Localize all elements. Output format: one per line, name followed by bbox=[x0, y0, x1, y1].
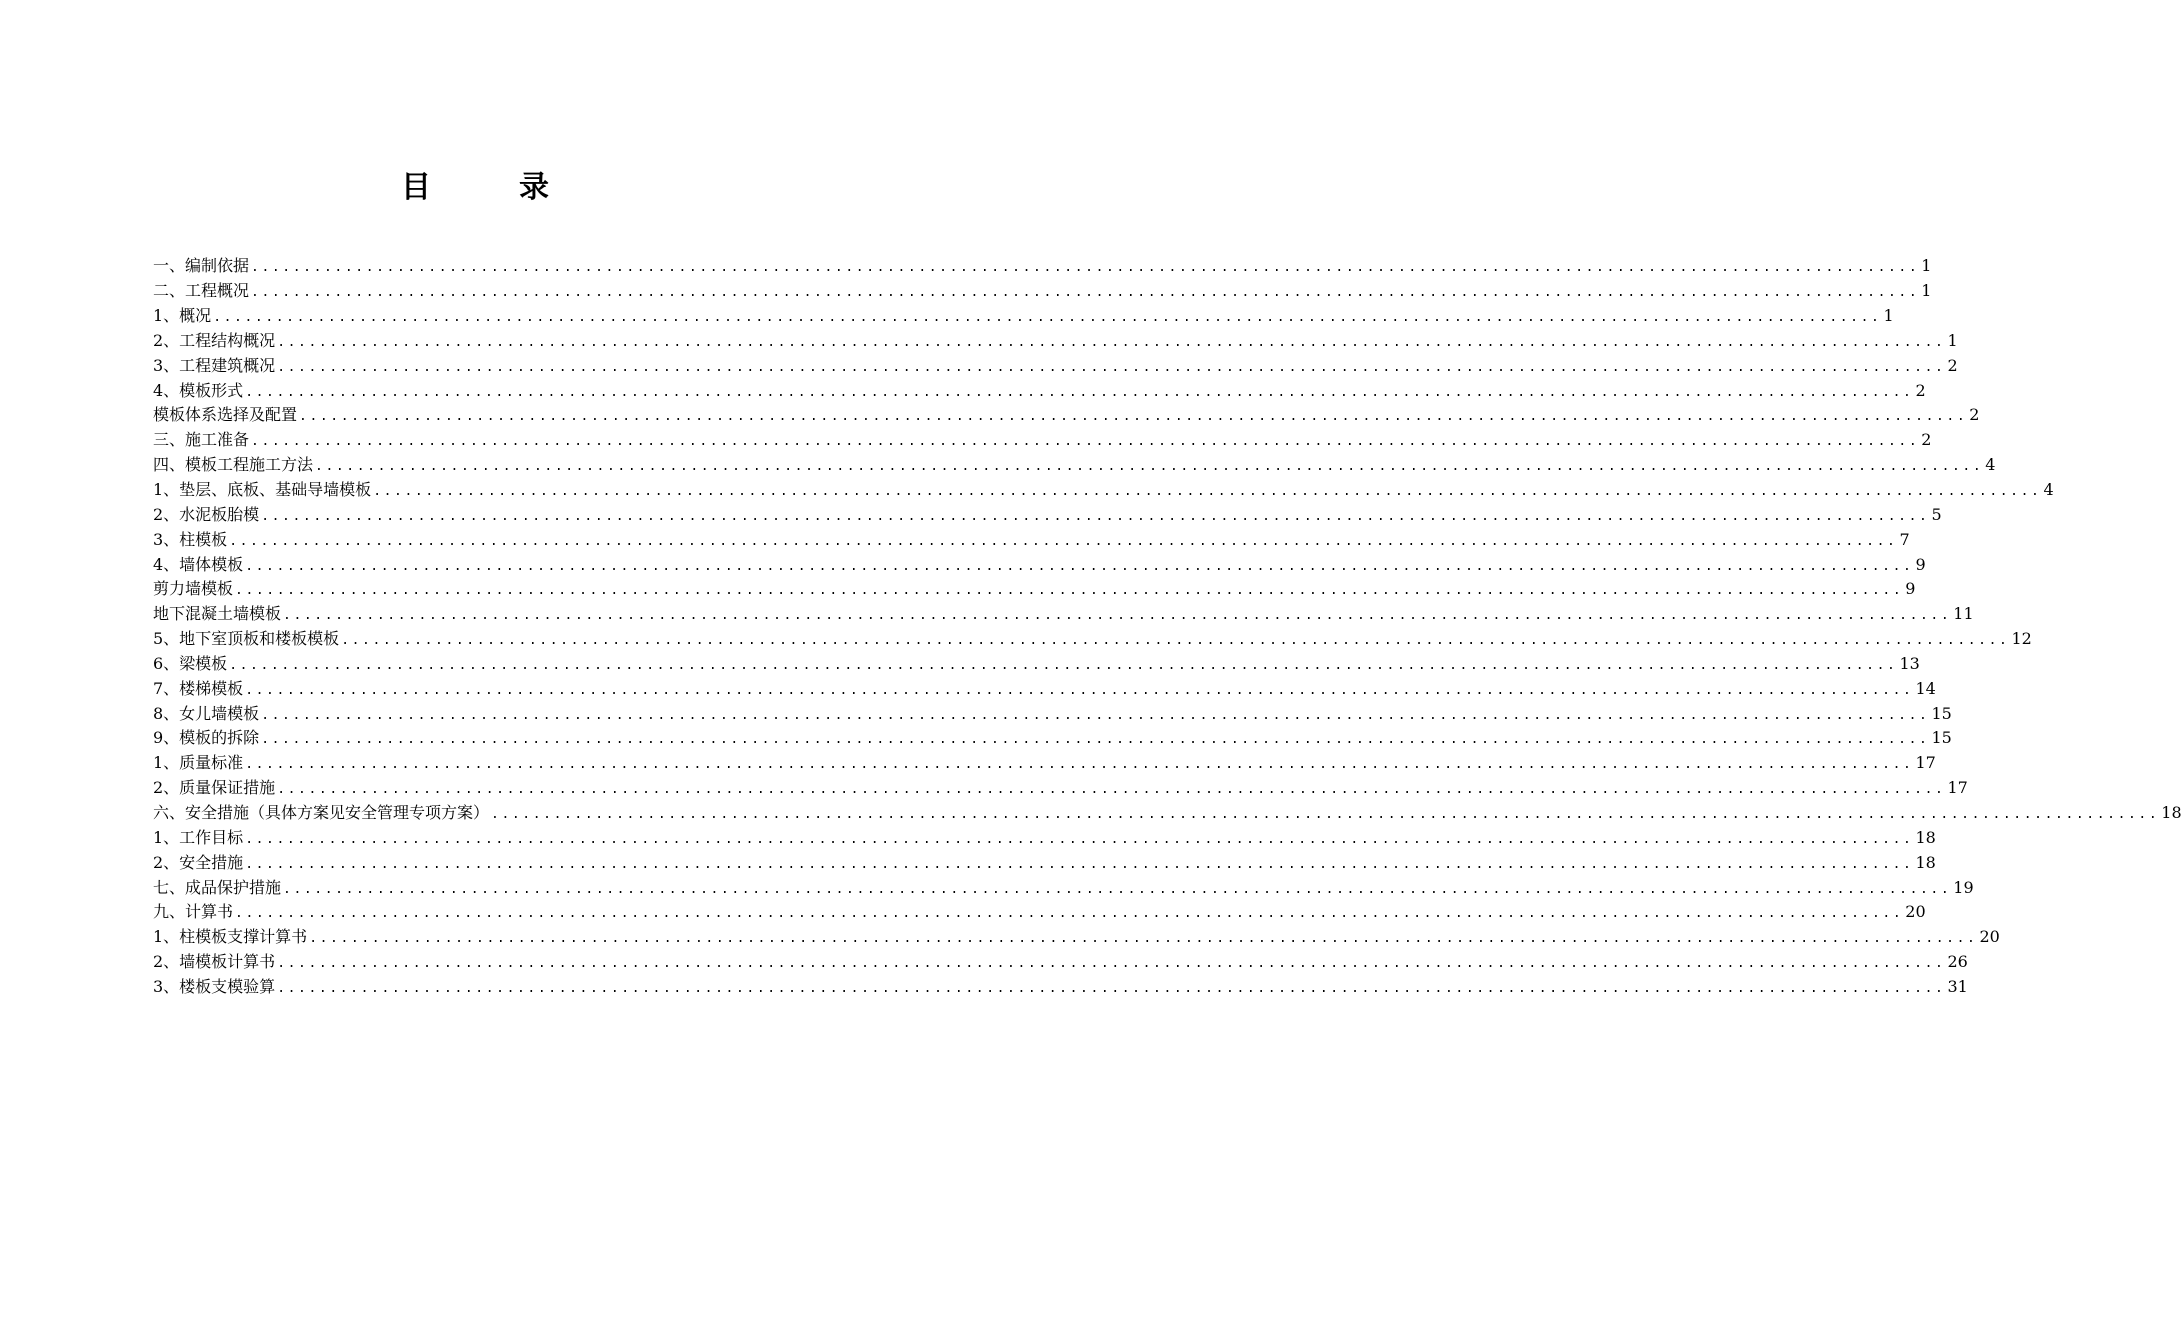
toc-dot-leader: ................................................................................................................................................................ bbox=[235, 583, 1904, 599]
toc-dot-leader: ................................................................................................................................................................ bbox=[229, 533, 1898, 549]
toc-dot-leader: ................................................................................................................................................................ bbox=[277, 782, 1946, 798]
toc-entry[interactable] bbox=[153, 974, 1968, 999]
toc-entry-page-number: 18 bbox=[2161, 802, 2182, 822]
toc-entry-page-number: 18 bbox=[1915, 827, 1936, 847]
toc-entry-page-number: 17 bbox=[1915, 753, 1936, 773]
toc-dot-leader: ................................................................................................................................................................ bbox=[277, 980, 1946, 996]
toc-entry-label: 剪力墙模板 bbox=[153, 579, 234, 599]
toc-entry-label: 2、质量保证措施 bbox=[153, 778, 276, 798]
toc-entry-page-number: 20 bbox=[1979, 927, 2000, 947]
toc-entry[interactable] bbox=[153, 552, 1926, 577]
toc-entry-page-number: 14 bbox=[1915, 678, 1936, 698]
toc-entry-page-number: 7 bbox=[1899, 529, 1910, 549]
toc-entry-page-number: 9 bbox=[1915, 554, 1926, 574]
toc-dot-leader: ................................................................................................................................................................ bbox=[245, 856, 1914, 872]
toc-entry-label: 8、女儿墙模板 bbox=[153, 703, 260, 723]
toc-dot-leader: ................................................................................................................................................................ bbox=[491, 806, 2160, 822]
toc-entry[interactable] bbox=[153, 403, 1980, 428]
toc-entry-label: 1、工作目标 bbox=[153, 827, 244, 847]
toc-entry-page-number: 2 bbox=[1921, 430, 1932, 450]
toc-entry-page-number: 17 bbox=[1947, 778, 1968, 798]
toc-entry[interactable] bbox=[153, 502, 1942, 527]
toc-dot-leader: ................................................................................................................................................................ bbox=[283, 608, 1952, 624]
toc-entry[interactable] bbox=[153, 453, 1996, 478]
toc-entry[interactable] bbox=[153, 726, 1952, 751]
toc-dot-leader: ................................................................................................................................................................ bbox=[245, 384, 1914, 400]
toc-entry-label: 3、工程建筑概况 bbox=[153, 355, 276, 375]
toc-entry-label: 一、编制依据 bbox=[153, 256, 250, 276]
toc-entry[interactable] bbox=[153, 676, 1936, 701]
toc-dot-leader: ................................................................................................................................................................ bbox=[245, 831, 1914, 847]
toc-dot-leader: ................................................................................................................................................................ bbox=[245, 558, 1914, 574]
toc-entry[interactable] bbox=[153, 801, 2182, 826]
toc-dot-leader: ................................................................................................................................................................ bbox=[283, 881, 1952, 897]
toc-entry-page-number: 2 bbox=[1915, 380, 1926, 400]
toc-entry-page-number: 4 bbox=[1985, 455, 1996, 475]
toc-entry[interactable] bbox=[153, 950, 1968, 975]
toc-entry[interactable] bbox=[153, 751, 1936, 776]
toc-entry-page-number: 5 bbox=[1931, 504, 1942, 524]
toc-entry[interactable] bbox=[153, 329, 1958, 354]
toc-entry-label: 1、概况 bbox=[153, 306, 212, 326]
toc-dot-leader: ................................................................................................................................................................ bbox=[213, 310, 1882, 326]
toc-entry-page-number: 18 bbox=[1915, 852, 1936, 872]
toc-entry-page-number: 1 bbox=[1883, 306, 1894, 326]
toc-entry-page-number: 15 bbox=[1931, 728, 1952, 748]
toc-entry-page-number: 9 bbox=[1905, 579, 1916, 599]
toc-dot-leader: ................................................................................................................................................................ bbox=[277, 359, 1946, 375]
toc-entry-label: 六、安全措施（具体方案见安全管理专项方案） bbox=[153, 802, 490, 822]
toc-entry-label: 2、水泥板胎模 bbox=[153, 504, 260, 524]
toc-title-char-1: 目 bbox=[401, 170, 431, 205]
toc-entry-label: 6、梁模板 bbox=[153, 653, 228, 673]
toc-entry-label: 4、墙体模板 bbox=[153, 554, 244, 574]
toc-entry-label: 1、柱模板支撑计算书 bbox=[153, 927, 308, 947]
toc-dot-leader: ................................................................................................................................................................ bbox=[245, 757, 1914, 773]
toc-entry[interactable] bbox=[153, 825, 1936, 850]
toc-entry-page-number: 1 bbox=[1947, 330, 1958, 350]
toc-entry-page-number: 20 bbox=[1905, 902, 1926, 922]
toc-entry-label: 二、工程概况 bbox=[153, 281, 250, 301]
toc-entry-label: 5、地下室顶板和楼板模板 bbox=[153, 629, 340, 649]
toc-entry[interactable] bbox=[153, 602, 1974, 627]
toc-entry-label: 九、计算书 bbox=[153, 902, 234, 922]
toc-entry[interactable] bbox=[153, 627, 2032, 652]
toc-entry[interactable] bbox=[153, 577, 1916, 602]
toc-dot-leader: ................................................................................................................................................................ bbox=[277, 334, 1946, 350]
toc-entry-page-number: 11 bbox=[1953, 604, 1974, 624]
toc-entry-label: 3、柱模板 bbox=[153, 529, 228, 549]
toc-entry-page-number: 26 bbox=[1947, 952, 1968, 972]
toc-dot-leader: ................................................................................................................................................................ bbox=[251, 434, 1920, 450]
toc-dot-leader: ................................................................................................................................................................ bbox=[315, 459, 1984, 475]
toc-entry-page-number: 13 bbox=[1899, 653, 1920, 673]
toc-dot-leader: ................................................................................................................................................................ bbox=[309, 931, 1978, 947]
toc-entry-label: 2、工程结构概况 bbox=[153, 330, 276, 350]
toc-entry[interactable] bbox=[153, 279, 1932, 304]
toc-dot-leader: ................................................................................................................................................................ bbox=[251, 260, 1920, 276]
toc-entry-label: 七、成品保护措施 bbox=[153, 877, 282, 897]
toc-title bbox=[0, 166, 950, 210]
toc-entry[interactable] bbox=[153, 875, 1974, 900]
toc-entry[interactable] bbox=[153, 428, 1932, 453]
toc-dot-leader: ................................................................................................................................................................ bbox=[277, 956, 1946, 972]
toc-title-char-2: 录 bbox=[519, 170, 549, 205]
toc-dot-leader: ................................................................................................................................................................ bbox=[261, 732, 1930, 748]
toc-entry-page-number: 2 bbox=[1969, 405, 1980, 425]
toc-entry-label: 四、模板工程施工方法 bbox=[153, 455, 314, 475]
toc-entry[interactable] bbox=[153, 353, 1958, 378]
toc-entry[interactable] bbox=[153, 925, 2000, 950]
toc-entry-page-number: 1 bbox=[1921, 281, 1932, 301]
toc-dot-leader: ................................................................................................................................................................ bbox=[229, 657, 1898, 673]
toc-entry-page-number: 4 bbox=[2043, 480, 2054, 500]
toc-entry-label: 2、安全措施 bbox=[153, 852, 244, 872]
toc-entry-label: 1、质量标准 bbox=[153, 753, 244, 773]
toc-entry-label: 1、垫层、底板、基础导墙模板 bbox=[153, 480, 372, 500]
toc-entry[interactable] bbox=[153, 304, 1894, 329]
toc-entry-label: 三、施工准备 bbox=[153, 430, 250, 450]
toc-entry[interactable] bbox=[153, 701, 1952, 726]
toc-dot-leader: ................................................................................................................................................................ bbox=[341, 633, 2010, 649]
toc-dot-leader: ................................................................................................................................................................ bbox=[235, 906, 1904, 922]
toc-dot-leader: ................................................................................................................................................................ bbox=[261, 707, 1930, 723]
toc-entry-page-number: 2 bbox=[1947, 355, 1958, 375]
toc-entry-label: 9、模板的拆除 bbox=[153, 728, 260, 748]
toc-entry[interactable] bbox=[153, 776, 1968, 801]
toc-dot-leader: ................................................................................................................................................................ bbox=[251, 285, 1920, 301]
toc-entry-label: 7、楼梯模板 bbox=[153, 678, 244, 698]
toc-entry-page-number: 12 bbox=[2011, 629, 2032, 649]
toc-entry-label: 3、楼板支模验算 bbox=[153, 976, 276, 996]
toc-entry-label: 2、墙模板计算书 bbox=[153, 952, 276, 972]
toc-list bbox=[153, 254, 2182, 999]
toc-entry[interactable] bbox=[153, 378, 1926, 403]
toc-dot-leader: ................................................................................................................................................................ bbox=[373, 484, 2042, 500]
toc-dot-leader: ................................................................................................................................................................ bbox=[245, 682, 1914, 698]
toc-entry[interactable] bbox=[153, 652, 1920, 677]
toc-entry[interactable] bbox=[153, 900, 1926, 925]
toc-entry[interactable] bbox=[153, 478, 2054, 503]
toc-entry[interactable] bbox=[153, 254, 1932, 279]
toc-entry-page-number: 1 bbox=[1921, 256, 1932, 276]
toc-entry-label: 地下混凝土墙模板 bbox=[153, 604, 282, 624]
toc-entry-page-number: 15 bbox=[1931, 703, 1952, 723]
toc-entry-page-number: 31 bbox=[1947, 976, 1968, 996]
toc-entry-label: 4、模板形式 bbox=[153, 380, 244, 400]
toc-dot-leader: ................................................................................................................................................................ bbox=[299, 409, 1968, 425]
toc-entry-page-number: 19 bbox=[1953, 877, 1974, 897]
toc-entry[interactable] bbox=[153, 850, 1936, 875]
toc-entry-label: 模板体系选择及配置 bbox=[153, 405, 298, 425]
toc-entry[interactable] bbox=[153, 527, 1910, 552]
toc-dot-leader: ................................................................................................................................................................ bbox=[261, 508, 1930, 524]
